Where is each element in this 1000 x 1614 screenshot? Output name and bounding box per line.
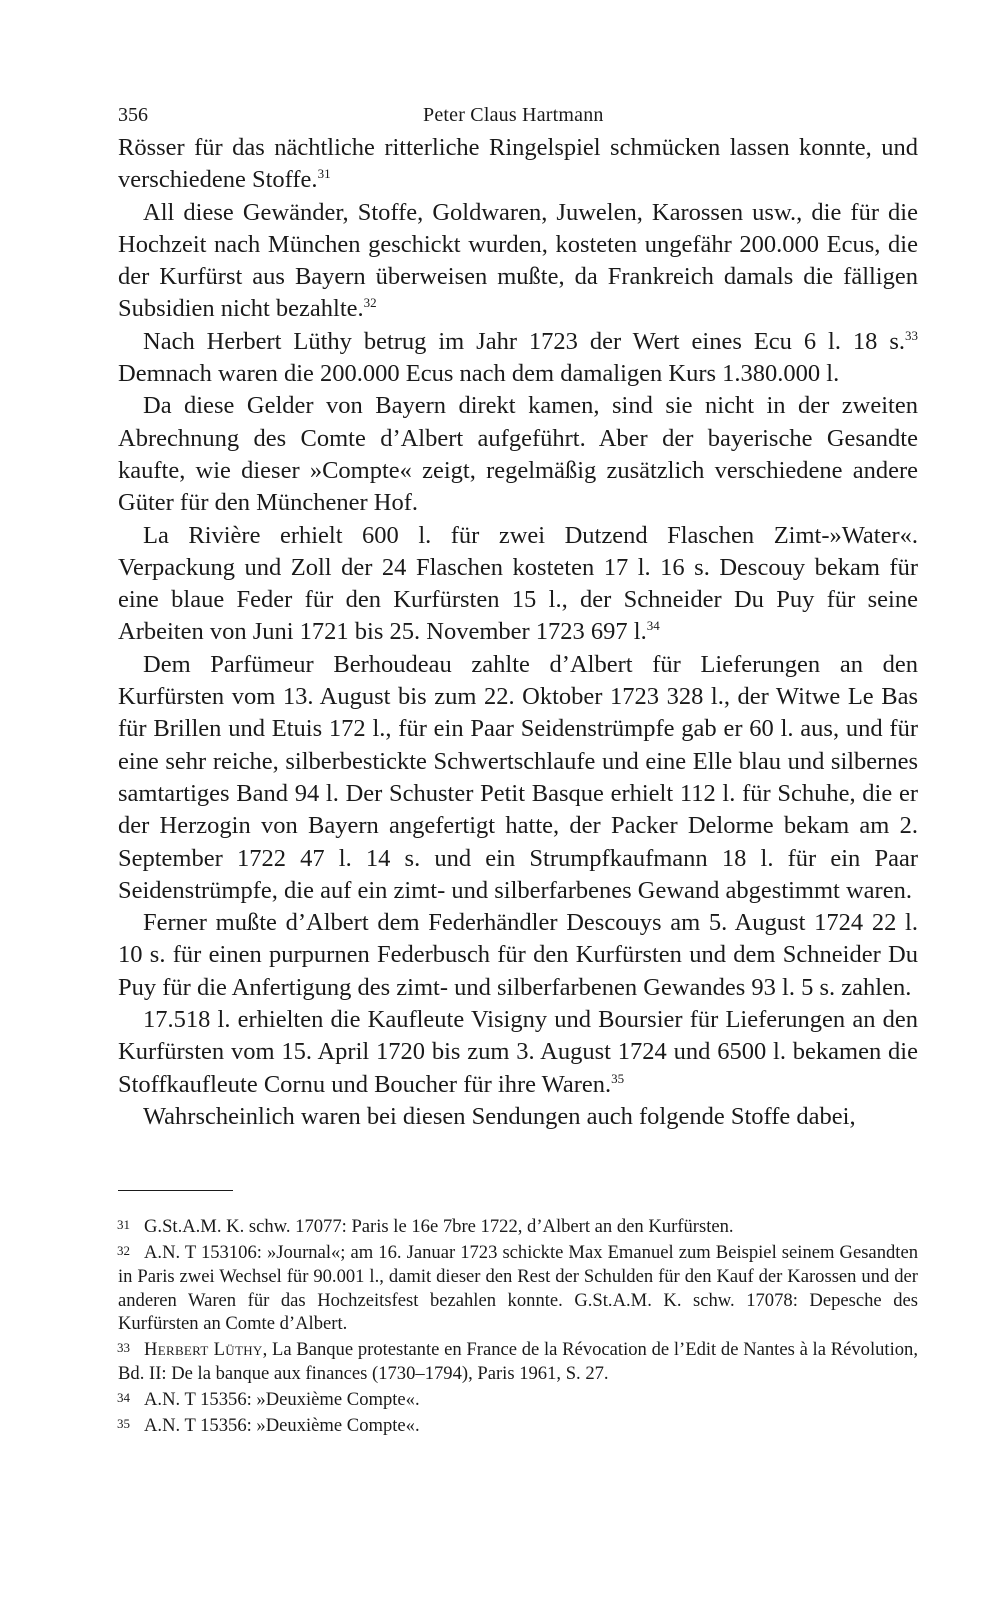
body-text (118, 132, 918, 1133)
paragraph: Dem Parfümeur Berhoudeau zahlte d’Albert für Lieferungen an den Kurfürsten vom 13. August bis zum 22. Oktober 1723 328 l., der Witwe Le Bas für Brillen und Etuis 172 l., für ein Paar Seidenstrümpfe gab er 60 l. aus, und für eine sehr reiche, silberbestickte Schwertschlaufe und eine Elle blau und silbernes samtartiges Band 94 l. Der Schuster Petit Basque erhielt 112 l. für Schuhe, die er der Herzogin von Bayern angefertigt hatte, der Packer Delorme bekam am 2. September 1722 47 l. 14 s. und ein Strumpfkaufmann 18 l. für ein Paar Seidenstrümpfe, die auf ein zimt- und silberfarbenes Gewand abgestimmt waren. (118, 650, 918, 904)
paragraph: Da diese Gelder von Bayern direkt kamen, sind sie nicht in der zweiten Abrechnung des Comte d’Albert aufgeführt. Aber der bayerische Gesandte kaufte, wie dieser »Compte« zeigt, regelmäßig zusätzlich verschiedene andere Güter für den Münchener Hof. (118, 392, 918, 517)
footnote: 34 A.N. T 15356: »Deuxième Compte«. (118, 1386, 918, 1412)
footnote-number: 33 (117, 1340, 130, 1356)
footnote-author: Herbert Lüthy (144, 1339, 263, 1361)
page-header-title: Peter Claus Hartmann (423, 104, 604, 126)
paragraph: 17.518 l. erhielten die Kaufleute Visigny und Boursier für Lieferungen an den Kurfürsten vom 15. April 1720 bis zum 3. August 1724 und 6500 l. bekamen die Stoffkaufleute Cornu und Boucher für ihre Waren.$^{35}$ (118, 1006, 918, 1098)
paragraph: Nach Herbert Lüthy betrug im Jahr 1723 der Wert eines Ecu 6 l. 18 s.$^{33}$ Demnach waren die 200.000 Ecus nach dem damaligen Kurs 1.380.000 l. (118, 327, 918, 388)
page-number: 356 (118, 104, 148, 126)
paragraph: Wahrscheinlich waren bei diesen Sendungen auch folgende Stoffe dabei, (143, 1102, 856, 1130)
footnote-number: 31 (117, 1217, 130, 1233)
footnote-number: 32 (117, 1243, 130, 1258)
footnote-divider (118, 1190, 233, 1191)
running-head (118, 98, 918, 132)
paragraph: La Rivière erhielt 600 l. für zwei Dutzend Flaschen Zimt-»Water«. Verpackung und Zoll der 24 Flaschen kosteten 17 l. 16 s. Descouy bekam für eine blaue Feder für den Kurfürsten 15 l., der Schneider Du Puy für seine Arbeiten von Juni 1721 bis 25. November 1723 697 l.$^{34}$ (118, 521, 918, 646)
footnote-ref: 34 (646, 618, 660, 634)
footnote-number: 34 (117, 1389, 130, 1405)
footnote: 33 Herbert Lüthy, La Banque protestante en France de la Révocation de l’Edit de Nantes à la Révolution, Bd. II: De la banque aux finances (1730–1794), Paris 1961, S. 27. (118, 1336, 918, 1386)
footnote-number: 35 (117, 1415, 130, 1431)
footnote-ref: 35 (611, 1070, 625, 1086)
footnote-ref: 32 (363, 295, 377, 311)
footnote: 31 G.St.A.M. K. schw. 17077: Paris le 16e 7bre 1722, d’Albert an den Kurfürsten. (118, 1213, 918, 1239)
paragraph: All diese Gewänder, Stoffe, Goldwaren, Juwelen, Karossen usw., die für die Hochzeit nach München geschickt wurden, kosteten ungefähr 200.000 Ecus, die der Kurfürst aus Bayern überweisen mußte, da Frankreich damals die fälligen Subsidien nicht bezahlte.$^{32}$ (118, 198, 918, 323)
paragraph: Rösser für das nächtliche ritterliche Ringelspiel schmücken lassen konnte, und verschiedene Stoffe.$^{31}$ (118, 134, 918, 194)
footnote-ref: 31 (317, 166, 331, 182)
footnotes (118, 1213, 918, 1437)
book-page (118, 98, 918, 1437)
footnote: 35 A.N. T 15356: »Deuxième Compte«. (118, 1412, 918, 1438)
paragraph: Ferner mußte d’Albert dem Federhändler Descouys am 5. August 1724 22 l. 10 s. für einen purpurnen Federbusch für den Kurfürsten und dem Schneider Du Puy für die Anfertigung des zimt- und silberfarbenen Gewandes 93 l. 5 s. zahlen. (118, 909, 918, 1001)
footnote-ref: 33 (905, 327, 918, 343)
footnote: 32 A.N. T 153106: »Journal«; am 16. Januar 1723 schickte Max Emanuel zum Beispiel seinem Gesandten in Paris zwei Wechsel für 90.001 l., damit dieser den Rest der Schulden für den Kauf der Karossen und der anderen Waren für das Hochzeitsfest bezahlen konnte. G.St.A.M. K. schw. 17078: Depesche des Kurfürsten an Comte d’Albert. (118, 1239, 918, 1336)
